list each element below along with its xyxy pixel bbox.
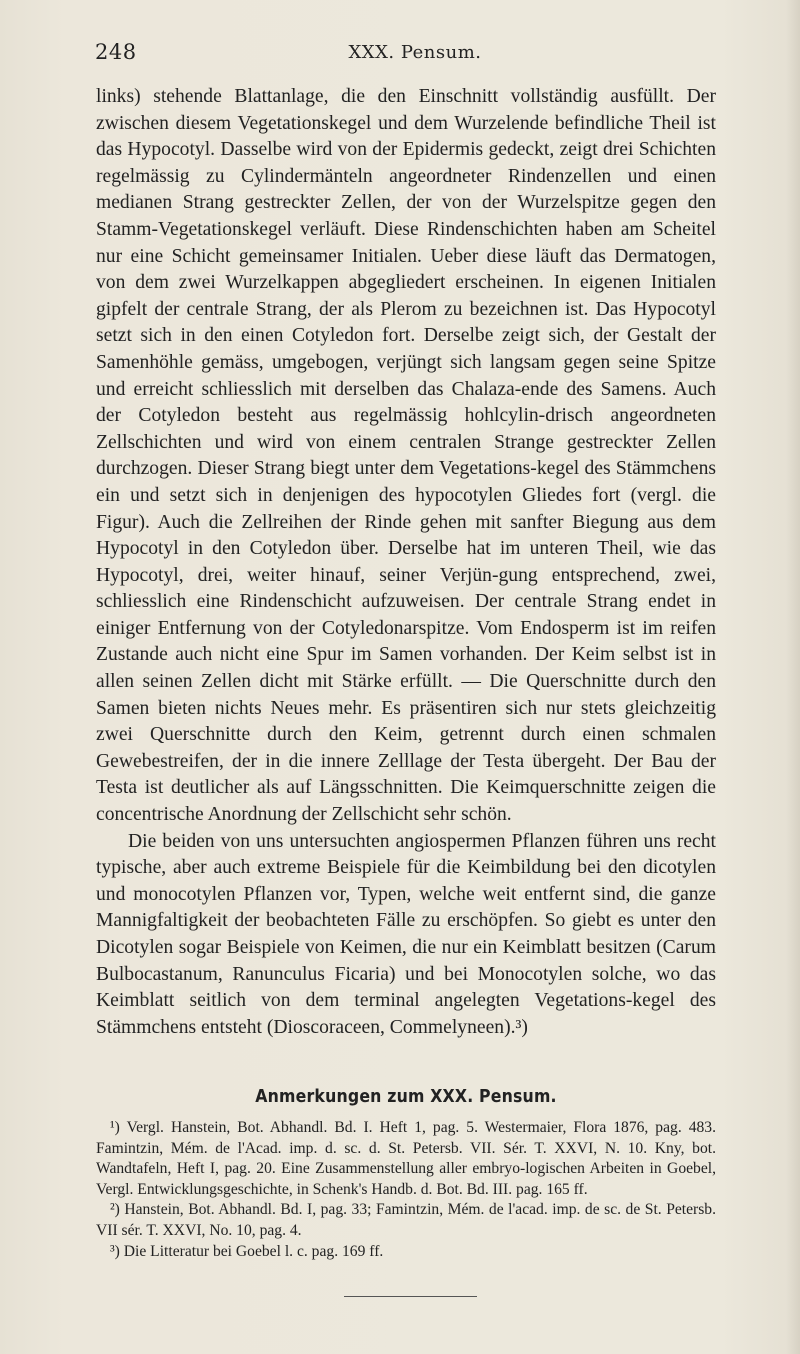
end-rule — [344, 1296, 477, 1297]
page-header — [95, 40, 735, 72]
running-head: XXX. Pensum. — [348, 42, 482, 63]
footnote-1: ¹) Vergl. Hanstein, Bot. Abhandl. Bd. I. Heft 1, pag. 5. Westermaier, Flora 1876, pag. 483. Famintzin, Mém. de l'Acad. imp. d. sc. d. St. Petersb. VII. Sér. T. XXVI, N. 10. Kny, bot. Wandtafeln, Heft I, pag. 20. Eine Zusammenstellung aller embryo-logischen Arbeiten in Goebel, Vergl. Entwicklungsgeschichte, in Schenk's Handb. d. Bot. Bd. III. pag. 165 ff. — [96, 1119, 716, 1198]
notes-heading: Anmerkungen zum XXX. Pensum. — [255, 1087, 557, 1107]
paragraph-1: links) stehende Blattanlage, die den Einschnitt vollständig ausfüllt. Der zwischen diesem Vegetationskegel und dem Wurzelende befindliche Theil ist das Hypocotyl. Dasselbe wird von der Epidermis gedeckt, zeigt drei Schichten regelmässig zu Cylindermänteln angeordneter Rindenzellen und einen medianen Strang gestreckter Zellen, der von der Wurzelspitze gegen den Stamm-Vegetationskegel verläuft. Diese Rindenschichten haben am Scheitel nur eine Schicht gemeinsamer Initialen. Ueber diese läuft das Dermatogen, von dem zwei Wurzelkappen abgegliedert erscheinen. In eigenen Initialen gipfelt der centrale Strang, der als Plerom zu bezeichnen ist. Das Hypocotyl setzt sich in den einen Cotyledon fort. Derselbe zeigt sich, der Gestalt der Samenhöhle gemäss, umgebogen, verjüngt sich langsam gegen seine Spitze und erreicht schliesslich mit derselben das Chalaza-ende des Samens. Auch der Cotyledon besteht aus regelmässig hohlcylin-drisch angeordneten Zellschichten und wird von einem centralen Strange gestreckter Zellen durchzogen. Dieser Strang biegt unter dem Vegetations-kegel des Stämmchens ein und setzt sich in denjenigen des hypocotylen Gliedes fort (vergl. die Figur). Auch die Zellreihen der Rinde gehen mit sanfter Biegung aus dem Hypocotyl in den Cotyledon über. Derselbe hat im unteren Theil, wie das Hypocotyl, drei, weiter hinauf, seiner Verjün-gung entsprechend, zwei, schliesslich eine Rindenschicht aufzuweisen. Der centrale Strang endet in einiger Entfernung von der Cotyledonarspitze. Vom Endosperm ist im reifen Zustande auch nicht eine Spur im Samen vorhanden. Der Keim selbst ist in allen seinen Zellen dicht mit Stärke erfüllt. — Die Querschnitte durch den Samen bieten nichts Neues mehr. Es präsentiren sich nur stets gleichzeitig zwei Querschnitte durch den Keim, getrennt durch einen schmalen Gewebestreifen, der in die innere Zelllage der Testa übergeht. Der Bau der Testa ist deutlicher als auf Längsschnitten. Die Keimquerschnitte zeigen die concentrische Anordnung der Zellschicht sehr schön. — [96, 86, 716, 826]
footnote-3: ³) Die Litteratur bei Goebel l. c. pag. 169 ff. — [110, 1242, 384, 1260]
paragraph-2: Die beiden von uns untersuchten angiospermen Pflanzen führen uns recht typische, aber auch extreme Beispiele für die Keimbildung bei den dicotylen und monocotylen Pflanzen vor, Typen, welche weit entfernt sind, die ganze Mannigfaltigkeit der beobachteten Fälle zu erschöpfen. So giebt es unter den Dicotylen sogar Beispiele von Keimen, die nur ein Keimblatt besitzen (Carum Bulbocastanum, Ranunculus Ficaria) und bei Monocotylen solche, wo das Keimblatt seitlich von dem terminal angelegten Vegetations-kegel des Stämmchens entsteht (Dioscoraceen, Commelyneen).³) — [96, 830, 716, 1038]
footnote-2: ²) Hanstein, Bot. Abhandl. Bd. I, pag. 33; Famintzin, Mém. de l'acad. imp. de sc. de St. Petersb. VII sér. T. XXVI, No. 10, pag. 4. — [96, 1201, 716, 1239]
main-text — [96, 84, 716, 1041]
page-edge-shadow — [786, 0, 800, 1354]
footnotes — [96, 1118, 716, 1262]
page-number: 248 — [95, 40, 137, 64]
